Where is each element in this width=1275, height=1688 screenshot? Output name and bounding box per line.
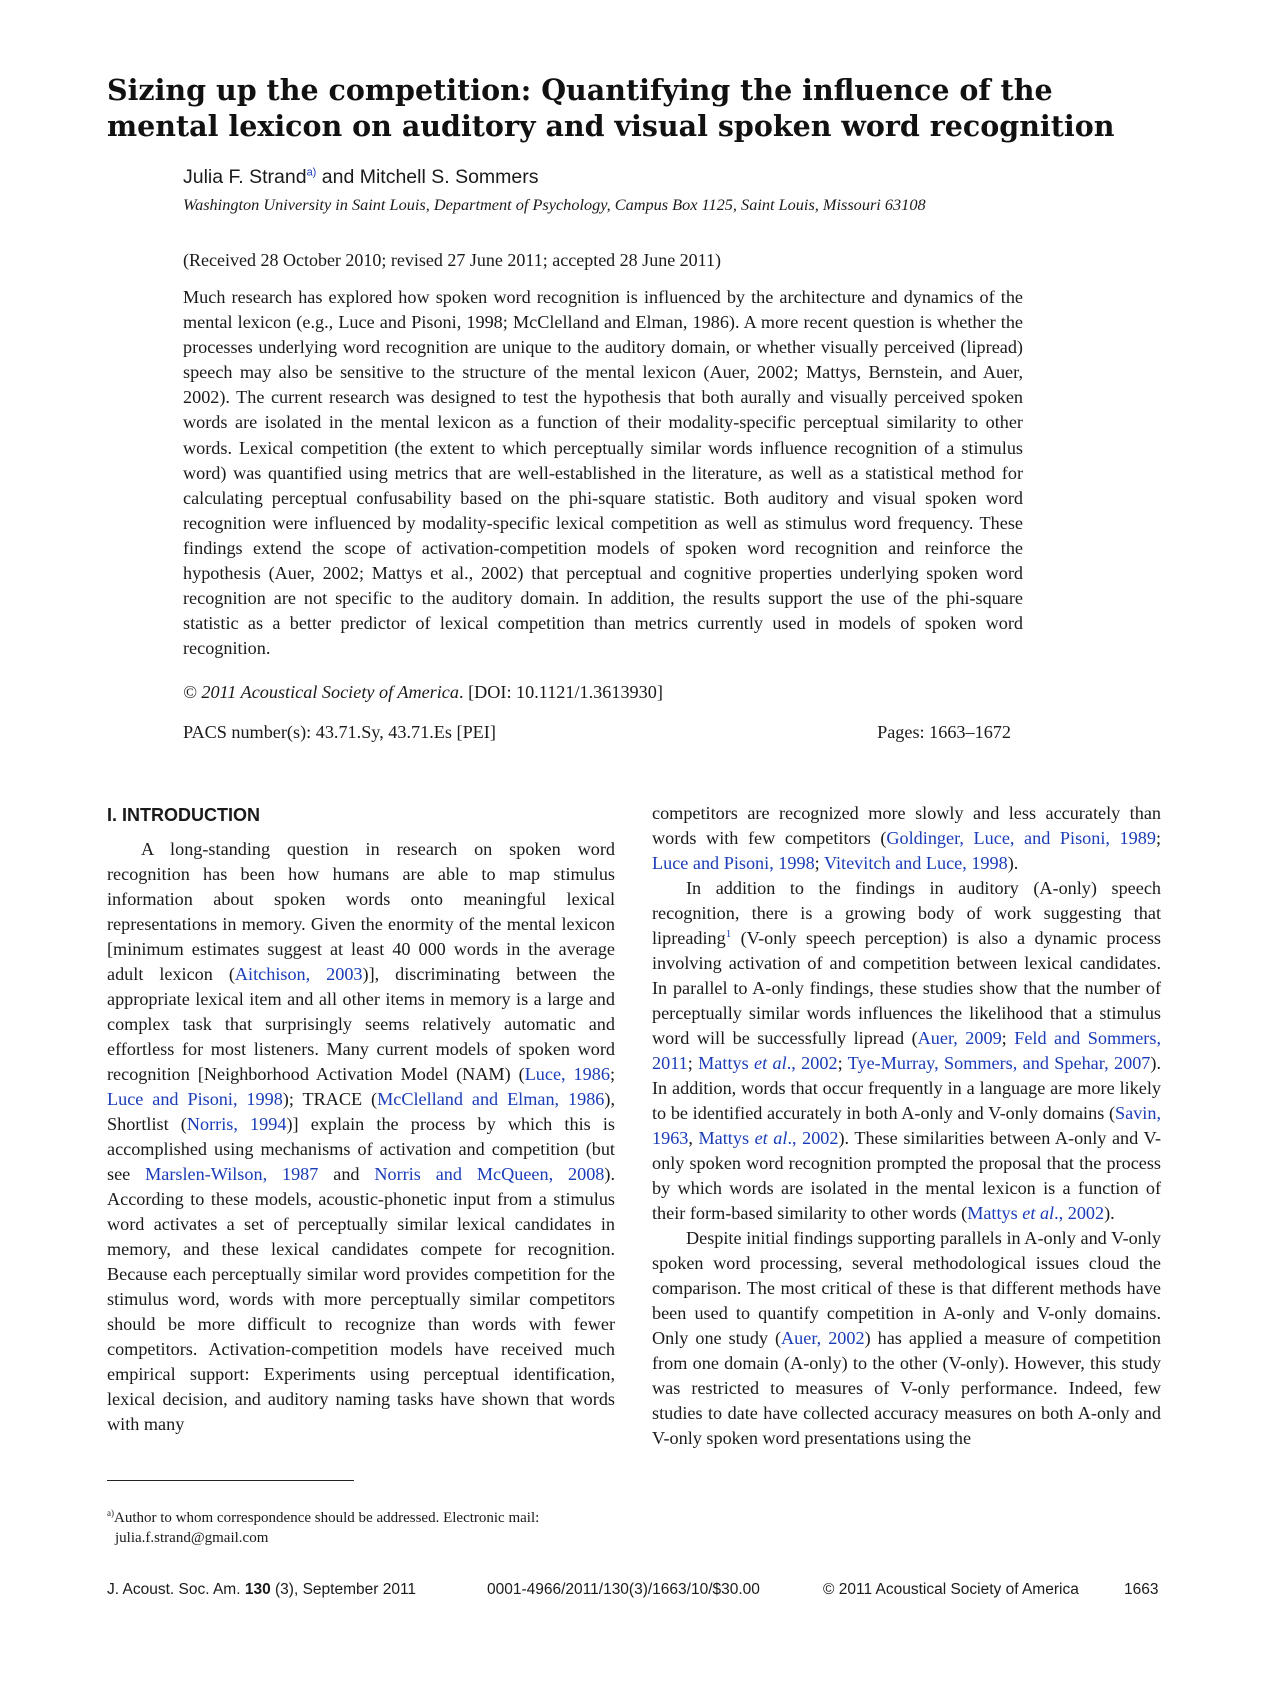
abstract: Much research has explored how spoken word recognition is influenced by the architecture and dynamics of the mental lexicon (e.g., Luce and Pisoni, 1998; McClelland and Elman, 1986). A more recent question is whether the processes underlying word recognition are unique to the auditory domain, or whether visually perceived (lipread) speech may also be sensitive to the structure of the mental lexicon (Auer, 2002; Mattys, Bernstein, and Auer, 2002). The current research was designed to test the hypothesis that both aurally and visually perceived spoken words are isolated in the mental lexicon as a function of their modality-specific perceptual similarity to other words. Lexical competition (the extent to which perceptually similar words influence recognition of a stimulus word) was quantified using metrics that are well-established in the literature, as well as a statistical method for calculating perceptual confusability based on the phi-square statistic. Both auditory and visual spoken word recognition were influenced by modality-specific lexical competition as well as stimulus word frequency. These findings extend the scope of activation-competition models of spoken word recognition and reinforce the hypothesis (Auer, 2002; Mattys et al., 2002) that perceptual and cognitive properties underlying spoken word recognition are not specific to the auditory domain. In addition, the results support the use of the phi-square statistic as a better predictor of lexical competition than metrics currently used in models of spoken word recognition. [183, 287, 1023, 659]
intro-paragraph-1 [107, 837, 615, 1437]
text-run: (V-only speech perception) is also a dynamic process involving activation of and competition between lexical candidates. In parallel to A-only findings, these studies show that the number of perceptually similar words influences the likelihood that a stimulus word will be successfully lipread ( [652, 928, 1161, 1048]
ref-luce-pisoni-1998[interactable]: Luce and Pisoni, 1998 [107, 1089, 283, 1109]
author-line [183, 166, 539, 189]
pacs-numbers: PACS number(s): 43.71.Sy, 43.71.Es [PEI] [183, 722, 496, 742]
text-run: (3), September 2011 [270, 1581, 417, 1598]
section-heading-introduction: I. INTRODUCTION [107, 805, 260, 825]
ref-goldinger-1989[interactable]: Goldinger, Luce, and Pisoni, 1989 [886, 828, 1156, 848]
text-run: ) has applied a measure of competition from one domain (A-only) to the other (V-only). However, this study was restricted to measures of V-only performance. Indeed, few studies to date have collected accuracy measures on both A-only and V-only spoken word presentations using the [652, 1328, 1161, 1448]
text-run: ). [1007, 853, 1019, 873]
ref-mattys-2002[interactable] [698, 1053, 837, 1073]
ref-feld-sommers-2011[interactable]: Feld and Sommers, 2011 [652, 1028, 1161, 1073]
text-run: ; [1001, 1028, 1015, 1048]
paper-title [107, 72, 1187, 144]
doi: . [DOI: 10.1121/1.3613930] [458, 682, 663, 702]
text-run: Mattys [967, 1203, 1023, 1223]
right-column [652, 801, 1161, 1451]
text-run: ., 2002 [1054, 1203, 1105, 1223]
text-run: ; [609, 1064, 615, 1084]
intro-paragraph-1-continued [652, 801, 1161, 876]
text-run: et al [1022, 1203, 1055, 1223]
ref-vitevitch-luce-1998[interactable]: Vitevitch and Luce, 1998 [823, 853, 1008, 873]
text-run: Mattys [698, 1128, 755, 1148]
text-run: ., 2002 [787, 1128, 839, 1148]
text-run: ), Shortlist ( [107, 1089, 615, 1134]
footnote-divider [107, 1480, 354, 1481]
ref-mattys-2002[interactable] [699, 1128, 839, 1148]
affiliation: Washington University in Saint Louis, Department of Psychology, Campus Box 1125, Saint Louis, Missouri 63108 [183, 195, 926, 214]
footnote-text: Author to whom correspondence should be addressed. Electronic mail: [114, 1510, 540, 1526]
text-run: and [318, 1164, 375, 1184]
ref-luce-1986[interactable]: Luce, 1986 [524, 1064, 610, 1084]
text-run: ; [837, 1053, 848, 1073]
text-run: A long-standing question in research on spoken word recognition has been how humans are able to map stimulus information about spoken words onto meaningful lexical representations in memory. Given the enormity of the mental lexicon [minimum estimates suggest at least 40 000 words in the average adult lexicon ( [107, 839, 615, 984]
copyright-doi [183, 682, 663, 703]
text-run: ; [687, 1053, 699, 1073]
footer-volume: 130 [244, 1581, 271, 1598]
copyright-society: © 2011 Acoustical Society of America [183, 682, 459, 702]
left-column [107, 837, 615, 1437]
text-run: J. Acoust. Soc. Am. [107, 1581, 245, 1598]
ref-mattys-2002[interactable] [967, 1203, 1104, 1223]
title-line-2: mental lexicon on auditory and visual spoken word recognition [107, 109, 1115, 143]
text-run: )] explain the process by which this is accomplished using mechanisms of activation and competition (but see [107, 1114, 615, 1184]
text-run: competitors are recognized more slowly and less accurately than words with few competitors ( [652, 803, 1161, 848]
intro-paragraph-2 [652, 876, 1161, 1226]
text-run: ). [1104, 1203, 1115, 1223]
text-run: ). These similarities between A-only and V-only spoken word recognition prompted the proposal that the process by which words are isolated in the mental lexicon is a function of their form-based similarity to other words ( [652, 1128, 1161, 1223]
ref-auer-2002[interactable]: Auer, 2002 [781, 1328, 865, 1348]
ref-norris-mcqueen-2008[interactable]: Norris and McQueen, 2008 [374, 1164, 605, 1184]
text-run: Despite initial findings supporting parallels in A-only and V-only spoken word processing, several methodological issues cloud the comparison. The most critical of these is that different methods have been used to quantify competition in A-only and V-only domains. Only one study ( [652, 1228, 1161, 1348]
ref-luce-pisoni-1998[interactable]: Luce and Pisoni, 1998 [652, 853, 815, 873]
text-run: ). In addition, words that occur frequently in a language are more likely to be identified accurately in both A-only and V-only domains ( [652, 1053, 1161, 1123]
footer-issn: 0001-4966/2011/130(3)/1663/10/$30.00 [487, 1581, 760, 1598]
text-run: , [688, 1128, 699, 1148]
author-1: Julia F. Strand [183, 166, 307, 188]
text-run: et al [754, 1053, 787, 1073]
ref-savin-1963[interactable]: Savin, 1963 [652, 1103, 1161, 1148]
footnote-1-marker[interactable]: 1 [725, 927, 732, 940]
text-run: )], discriminating between the appropriate lexical item and all other items in memory is a large and complex task that surprisingly seems relatively automatic and effortless for most listeners. Many current models of spoken word recognition [Neighborhood Activation Model (NAM) ( [107, 964, 615, 1084]
footer-journal-citation [107, 1581, 416, 1599]
text-run: ). According to these models, acoustic-phonetic input from a stimulus word activates a set of perceptually similar lexical candidates in memory, and these lexical candidates compete for recognition. Because each perceptually similar word provides competition for the stimulus word, words with more perceptually similar competitors should be more difficult to recognize than words with fewer competitors. Activation-competition models have received much empirical support: Experiments using perceptual identification, lexical decision, and auditory naming tasks have shown that words with many [107, 1164, 615, 1434]
title-line-1: Sizing up the competition: Quantifying the influence of the [107, 73, 1053, 107]
text-run: et al [754, 1128, 788, 1148]
received-dates: (Received 28 October 2010; revised 27 June 2011; accepted 28 June 2011) [183, 250, 722, 270]
text-run: In addition to the findings in auditory (A-only) speech recognition, there is a growing body of work suggesting that lipreading [652, 878, 1161, 948]
ref-tye-murray-2007[interactable]: Tye-Murray, Sommers, and Spehar, 2007 [847, 1053, 1151, 1073]
ref-norris-1994[interactable]: Norris, 1994 [186, 1114, 287, 1134]
ref-auer-2009[interactable]: Auer, 2009 [917, 1028, 1002, 1048]
page-range: Pages: 1663–1672 [877, 722, 1011, 742]
text-run: ., 2002 [786, 1053, 838, 1073]
ref-marslen-wilson-1987[interactable]: Marslen-Wilson, 1987 [145, 1164, 319, 1184]
ref-mcclelland-elman-1986[interactable]: McClelland and Elman, 1986 [377, 1089, 605, 1109]
footnote [107, 1508, 615, 1548]
footnote-email[interactable]: julia.f.strand@gmail.com [115, 1530, 269, 1546]
intro-paragraph-3 [652, 1226, 1161, 1451]
text-run: Mattys [698, 1053, 755, 1073]
text-run: ; [1155, 828, 1161, 848]
author-rest: and Mitchell S. Sommers [316, 166, 539, 188]
text-run: ; [814, 853, 824, 873]
ref-aitchison-2003[interactable]: Aitchison, 2003 [234, 964, 363, 984]
footer-copyright: © 2011 Acoustical Society of America [823, 1581, 1079, 1598]
text-run: ); TRACE ( [282, 1089, 378, 1109]
footer-page-number: 1663 [1124, 1581, 1159, 1598]
author-footnote-marker[interactable]: a) [306, 166, 317, 179]
footnote-marker: a) [107, 1508, 114, 1518]
